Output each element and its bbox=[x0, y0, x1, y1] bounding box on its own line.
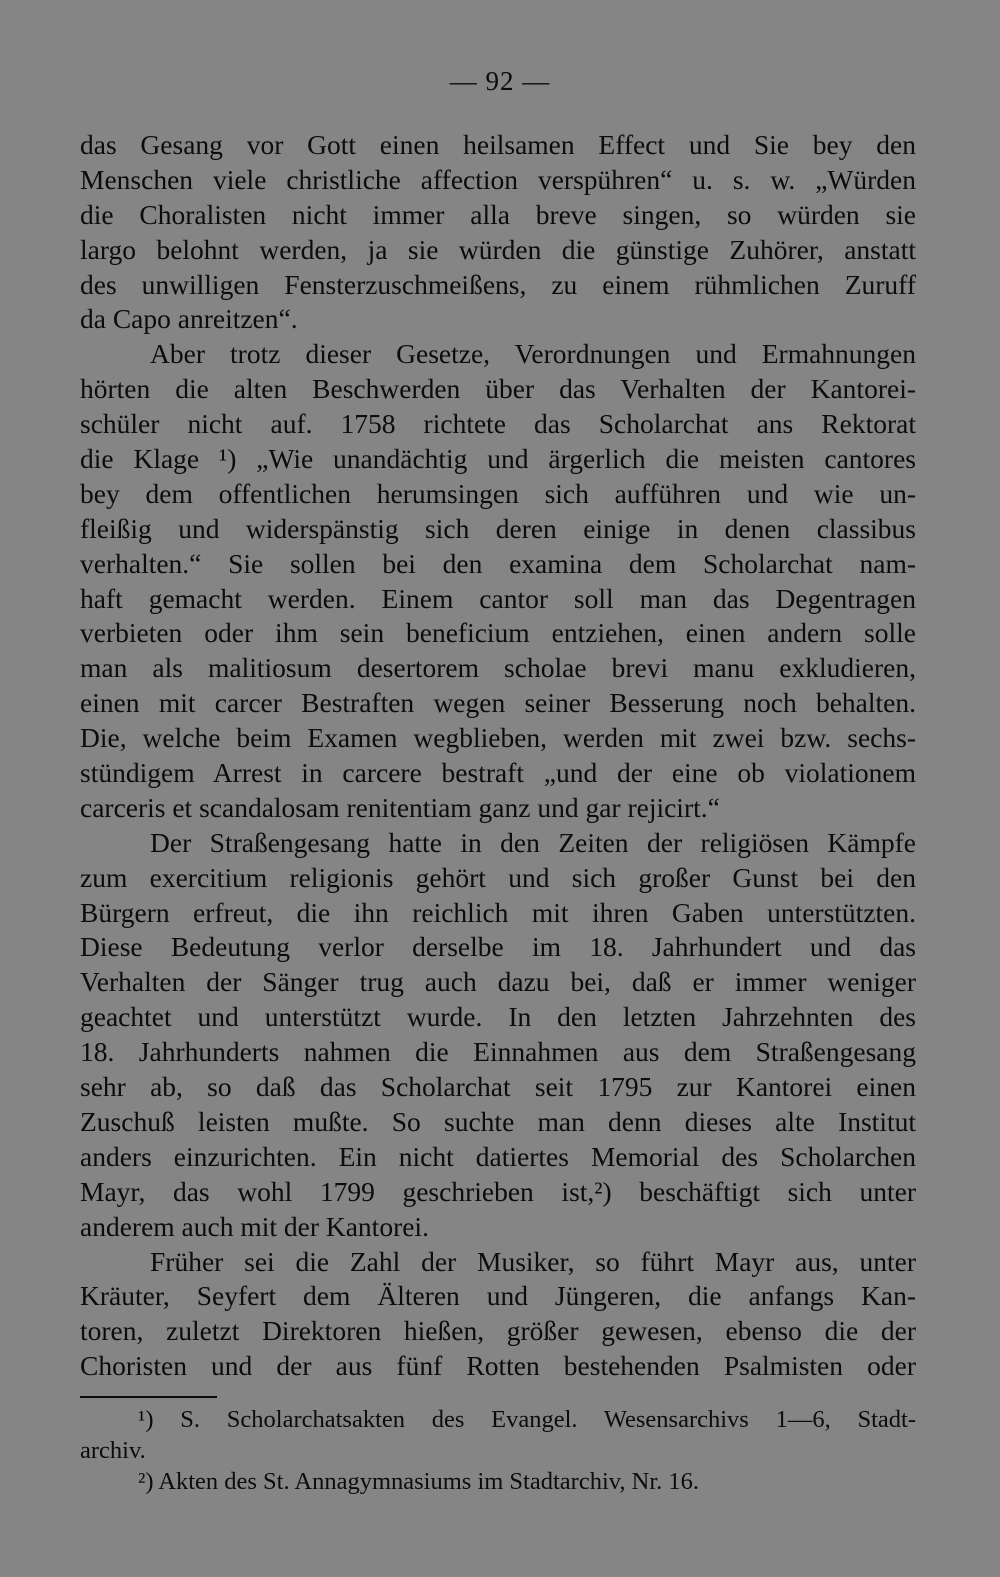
text-line: verhalten.“ Sie sollen bei den examina dem Scholarchat nam- bbox=[80, 547, 916, 579]
footnotes bbox=[80, 1404, 916, 1497]
text-line: die Klage ¹) „Wie unandächtig und ärgerlich die meisten cantores bbox=[80, 443, 916, 475]
paragraph-4 bbox=[80, 1245, 916, 1385]
paragraph-2 bbox=[80, 337, 916, 825]
text-line: bey dem offentlichen herumsingen sich aufführen und wie un- bbox=[80, 477, 916, 509]
text-line: Diese Bedeutung verlor derselbe im 18. Jahrhundert und das bbox=[80, 931, 916, 963]
text-line: Bürgern erfreut, die ihn reichlich mit ihren Gaben unterstützten. bbox=[80, 896, 916, 928]
text-line: Zuschuß leisten mußte. So suchte man denn dieses alte Institut bbox=[80, 1105, 916, 1137]
text-line: sehr ab, so daß das Scholarchat seit 1795 zur Kantorei einen bbox=[80, 1071, 916, 1103]
text-line: 18. Jahrhunderts nahmen die Einnahmen aus dem Straßengesang bbox=[80, 1036, 916, 1068]
text-line: das Gesang vor Gott einen heilsamen Effect und Sie bey den bbox=[80, 129, 916, 160]
text-line: Aber trotz dieser Gesetze, Verordnungen und Ermahnungen bbox=[150, 338, 916, 370]
text-line: die Choralisten nicht immer alla breve singen, so würden sie bbox=[80, 198, 916, 230]
text-line: Die, welche beim Examen wegblieben, werden mit zwei bzw. sechs- bbox=[80, 722, 916, 754]
page-number: — 92 — bbox=[449, 66, 551, 96]
text-line: carceris et scandalosam renitentiam ganz und gar rejicirt.“ bbox=[80, 791, 720, 823]
footnote-2 bbox=[80, 1466, 916, 1497]
paragraph-3 bbox=[80, 826, 916, 1245]
footnote-line: ¹) S. Scholarchatsakten des Evangel. Wesensarchivs 1—6, Stadt- bbox=[138, 1406, 916, 1433]
text-line: einen mit carcer Bestraften wegen seiner Besserung noch behalten. bbox=[80, 687, 916, 719]
text-line: geachtet und unterstützt wurde. In den letzten Jahrzehnten des bbox=[80, 1001, 916, 1033]
text-line: Früher sei die Zahl der Musiker, so führt Mayr aus, unter bbox=[150, 1245, 916, 1277]
footnote-line: archiv. bbox=[80, 1437, 146, 1464]
text-line: toren, zuletzt Direktoren hießen, größer gewesen, ebenso die der bbox=[80, 1315, 916, 1347]
text-line: zum exercitium religionis gehört und sich großer Gunst bei den bbox=[80, 861, 916, 893]
text-line: des unwilligen Fensterzuschmeißens, zu einem rühmlichen Zuruff bbox=[80, 268, 916, 300]
text-line: Kräuter, Seyfert dem Älteren und Jüngeren, die anfangs Kan- bbox=[80, 1280, 916, 1312]
text-line: man als malitiosum desertorem scholae brevi manu exkludieren, bbox=[80, 652, 916, 684]
text-line: fleißig und widerspänstig sich deren einige in denen classibus bbox=[80, 512, 916, 544]
text-line: Der Straßengesang hatte in den Zeiten der religiösen Kämpfe bbox=[150, 826, 916, 858]
footnote-divider bbox=[80, 1396, 217, 1398]
text-line: stündigem Arrest in carcere bestraft „und der eine ob violationem bbox=[80, 757, 916, 789]
text-line: haft gemacht werden. Einem cantor soll man das Degentragen bbox=[80, 582, 916, 614]
text-line: anders einzurichten. Ein nicht datiertes Memorial des Scholarchen bbox=[80, 1140, 916, 1172]
text-line: largo belohnt werden, ja sie würden die günstige Zuhörer, anstatt bbox=[80, 233, 916, 265]
text-line: schüler nicht auf. 1758 richtete das Scholarchat ans Rektorat bbox=[80, 408, 916, 440]
text-line: anderem auch mit der Kantorei. bbox=[80, 1210, 429, 1242]
text-line: Verhalten der Sänger trug auch dazu bei, daß er immer weniger bbox=[80, 966, 916, 998]
footnote-line: ²) Akten des St. Annagymnasiums im Stadtarchiv, Nr. 16. bbox=[138, 1468, 700, 1495]
body-text bbox=[80, 128, 916, 1384]
text-line: verbieten oder ihm sein beneficium entziehen, einen andern solle bbox=[80, 617, 916, 649]
text-line: hörten die alten Beschwerden über das Verhalten der Kantorei- bbox=[80, 373, 916, 405]
footnote-1 bbox=[80, 1404, 916, 1466]
text-line: Mayr, das wohl 1799 geschrieben ist,²) beschäftigt sich unter bbox=[80, 1175, 916, 1207]
paragraph-1 bbox=[80, 128, 916, 337]
text-line: da Capo anreitzen“. bbox=[80, 303, 298, 335]
text-line: Choristen und der aus fünf Rotten bestehenden Psalmisten oder bbox=[80, 1350, 916, 1382]
text-line: Menschen viele christliche affection verspühren“ u. s. w. „Würden bbox=[80, 163, 916, 195]
